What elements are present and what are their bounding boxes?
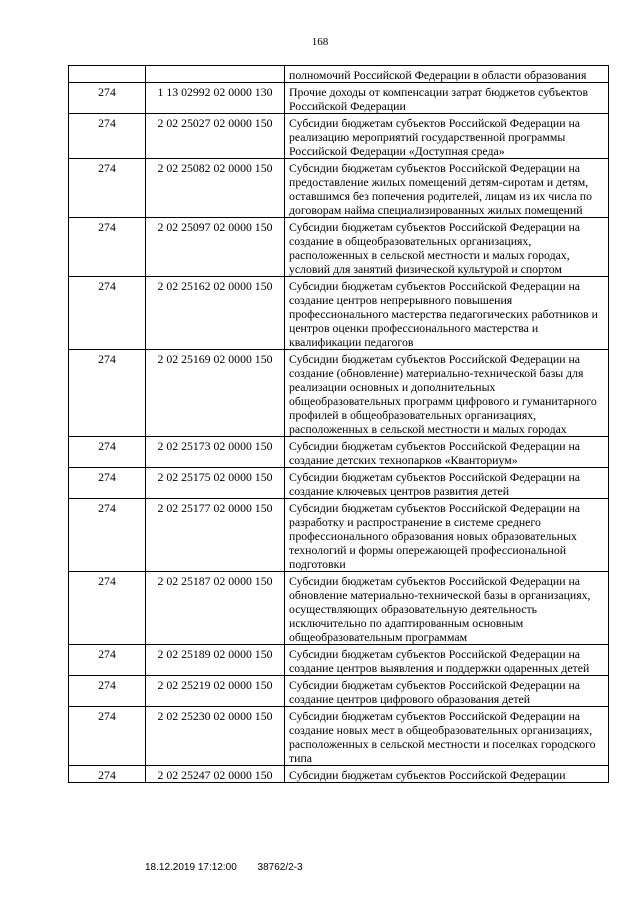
budget-code-cell: 2 02 25247 02 0000 150 bbox=[146, 766, 285, 783]
budget-code-cell: 2 02 25162 02 0000 150 bbox=[146, 277, 285, 350]
income-name-cell: Субсидии бюджетам субъектов Российской Федерации на создание ключевых центров развития детей bbox=[285, 468, 609, 499]
admin-code-cell: 274 bbox=[69, 83, 146, 114]
footer bbox=[145, 862, 321, 873]
admin-code-cell: 274 bbox=[69, 676, 146, 707]
table-row bbox=[69, 468, 609, 499]
income-name-cell: Субсидии бюджетам субъектов Российской Федерации на создание центров непрерывного повышения профессионального мастерства педагогических работников и центров оценки профессионального мастерства и квалификации педагогов bbox=[285, 277, 609, 350]
income-name-cell: Субсидии бюджетам субъектов Российской Федерации на создание новых мест в общеобразовательных организациях, расположенных в сельской местности и поселках городского типа bbox=[285, 707, 609, 766]
income-name-cell: Прочие доходы от компенсации затрат бюджетов субъектов Российской Федерации bbox=[285, 83, 609, 114]
admin-code-cell: 274 bbox=[69, 572, 146, 645]
page-number: 168 bbox=[311, 36, 329, 48]
footer-timestamp: 18.12.2019 17:12:00 bbox=[145, 862, 237, 873]
budget-code-cell: 2 02 25169 02 0000 150 bbox=[146, 350, 285, 437]
budget-code-cell: 2 02 25230 02 0000 150 bbox=[146, 707, 285, 766]
budget-code-cell bbox=[146, 66, 285, 83]
table-row bbox=[69, 499, 609, 572]
budget-codes-table bbox=[68, 65, 609, 783]
income-name-cell: Субсидии бюджетам субъектов Российской Федерации на обновление материально-технической базы в организациях, осуществляющих образовательную деятельность исключительно по адаптированным основным общеобразовательным программам bbox=[285, 572, 609, 645]
admin-code-cell: 274 bbox=[69, 707, 146, 766]
table-row bbox=[69, 676, 609, 707]
admin-code-cell: 274 bbox=[69, 468, 146, 499]
table-row bbox=[69, 766, 609, 783]
budget-code-cell: 2 02 25097 02 0000 150 bbox=[146, 218, 285, 277]
income-name-cell: Субсидии бюджетам субъектов Российской Федерации на создание центров цифрового образования детей bbox=[285, 676, 609, 707]
admin-code-cell: 274 bbox=[69, 350, 146, 437]
table-row bbox=[69, 572, 609, 645]
admin-code-cell: 274 bbox=[69, 159, 146, 218]
admin-code-cell: 274 bbox=[69, 437, 146, 468]
income-name-cell: полномочий Российской Федерации в области образования bbox=[285, 66, 609, 83]
budget-code-cell: 2 02 25189 02 0000 150 bbox=[146, 645, 285, 676]
table-row bbox=[69, 159, 609, 218]
budget-code-cell: 2 02 25082 02 0000 150 bbox=[146, 159, 285, 218]
table-row bbox=[69, 114, 609, 159]
admin-code-cell: 274 bbox=[69, 114, 146, 159]
budget-code-cell: 1 13 02992 02 0000 130 bbox=[146, 83, 285, 114]
admin-code-cell bbox=[69, 66, 146, 83]
budget-code-cell: 2 02 25173 02 0000 150 bbox=[146, 437, 285, 468]
table-body bbox=[69, 66, 609, 783]
table-row bbox=[69, 350, 609, 437]
income-name-cell: Субсидии бюджетам субъектов Российской Федерации на разработку и распространение в системе среднего профессионального образования новых образовательных технологий и формы опережающей профессиональной подготовки bbox=[285, 499, 609, 572]
income-name-cell: Субсидии бюджетам субъектов Российской Федерации на создание детских технопарков «Кванториум» bbox=[285, 437, 609, 468]
budget-code-cell: 2 02 25219 02 0000 150 bbox=[146, 676, 285, 707]
table-row bbox=[69, 437, 609, 468]
footer-doc-id: 38762/2-3 bbox=[257, 862, 303, 873]
table-row bbox=[69, 66, 609, 83]
admin-code-cell: 274 bbox=[69, 766, 146, 783]
table-row bbox=[69, 277, 609, 350]
table-row bbox=[69, 83, 609, 114]
admin-code-cell: 274 bbox=[69, 277, 146, 350]
income-name-cell: Субсидии бюджетам субъектов Российской Федерации на создание (обновление) материально-технической базы для реализации основных и дополнительных общеобразовательных программ цифрового и гуманитарного профилей в общеобразовательных организациях, расположенных в сельской местности и малых городах bbox=[285, 350, 609, 437]
budget-code-cell: 2 02 25027 02 0000 150 bbox=[146, 114, 285, 159]
table-row bbox=[69, 218, 609, 277]
admin-code-cell: 274 bbox=[69, 499, 146, 572]
income-name-cell: Субсидии бюджетам субъектов Российской Федерации на создание центров выявления и поддержки одаренных детей bbox=[285, 645, 609, 676]
admin-code-cell: 274 bbox=[69, 218, 146, 277]
budget-code-cell: 2 02 25187 02 0000 150 bbox=[146, 572, 285, 645]
table-row bbox=[69, 645, 609, 676]
budget-code-cell: 2 02 25175 02 0000 150 bbox=[146, 468, 285, 499]
income-name-cell: Субсидии бюджетам субъектов Российской Федерации на реализацию мероприятий государственной программы Российской Федерации «Доступная среда» bbox=[285, 114, 609, 159]
table-row bbox=[69, 707, 609, 766]
income-name-cell: Субсидии бюджетам субъектов Российской Федерации на предоставление жилых помещений детям-сиротам и детям, оставшимся без попечения родителей, лицам из их числа по договорам найма специализированных жилых помещений bbox=[285, 159, 609, 218]
income-name-cell: Субсидии бюджетам субъектов Российской Федерации на создание в общеобразовательных организациях, расположенных в сельской местности и малых городах, условий для занятий физической культурой и спортом bbox=[285, 218, 609, 277]
admin-code-cell: 274 bbox=[69, 645, 146, 676]
income-name-cell: Субсидии бюджетам субъектов Российской Федерации bbox=[285, 766, 609, 783]
budget-code-cell: 2 02 25177 02 0000 150 bbox=[146, 499, 285, 572]
